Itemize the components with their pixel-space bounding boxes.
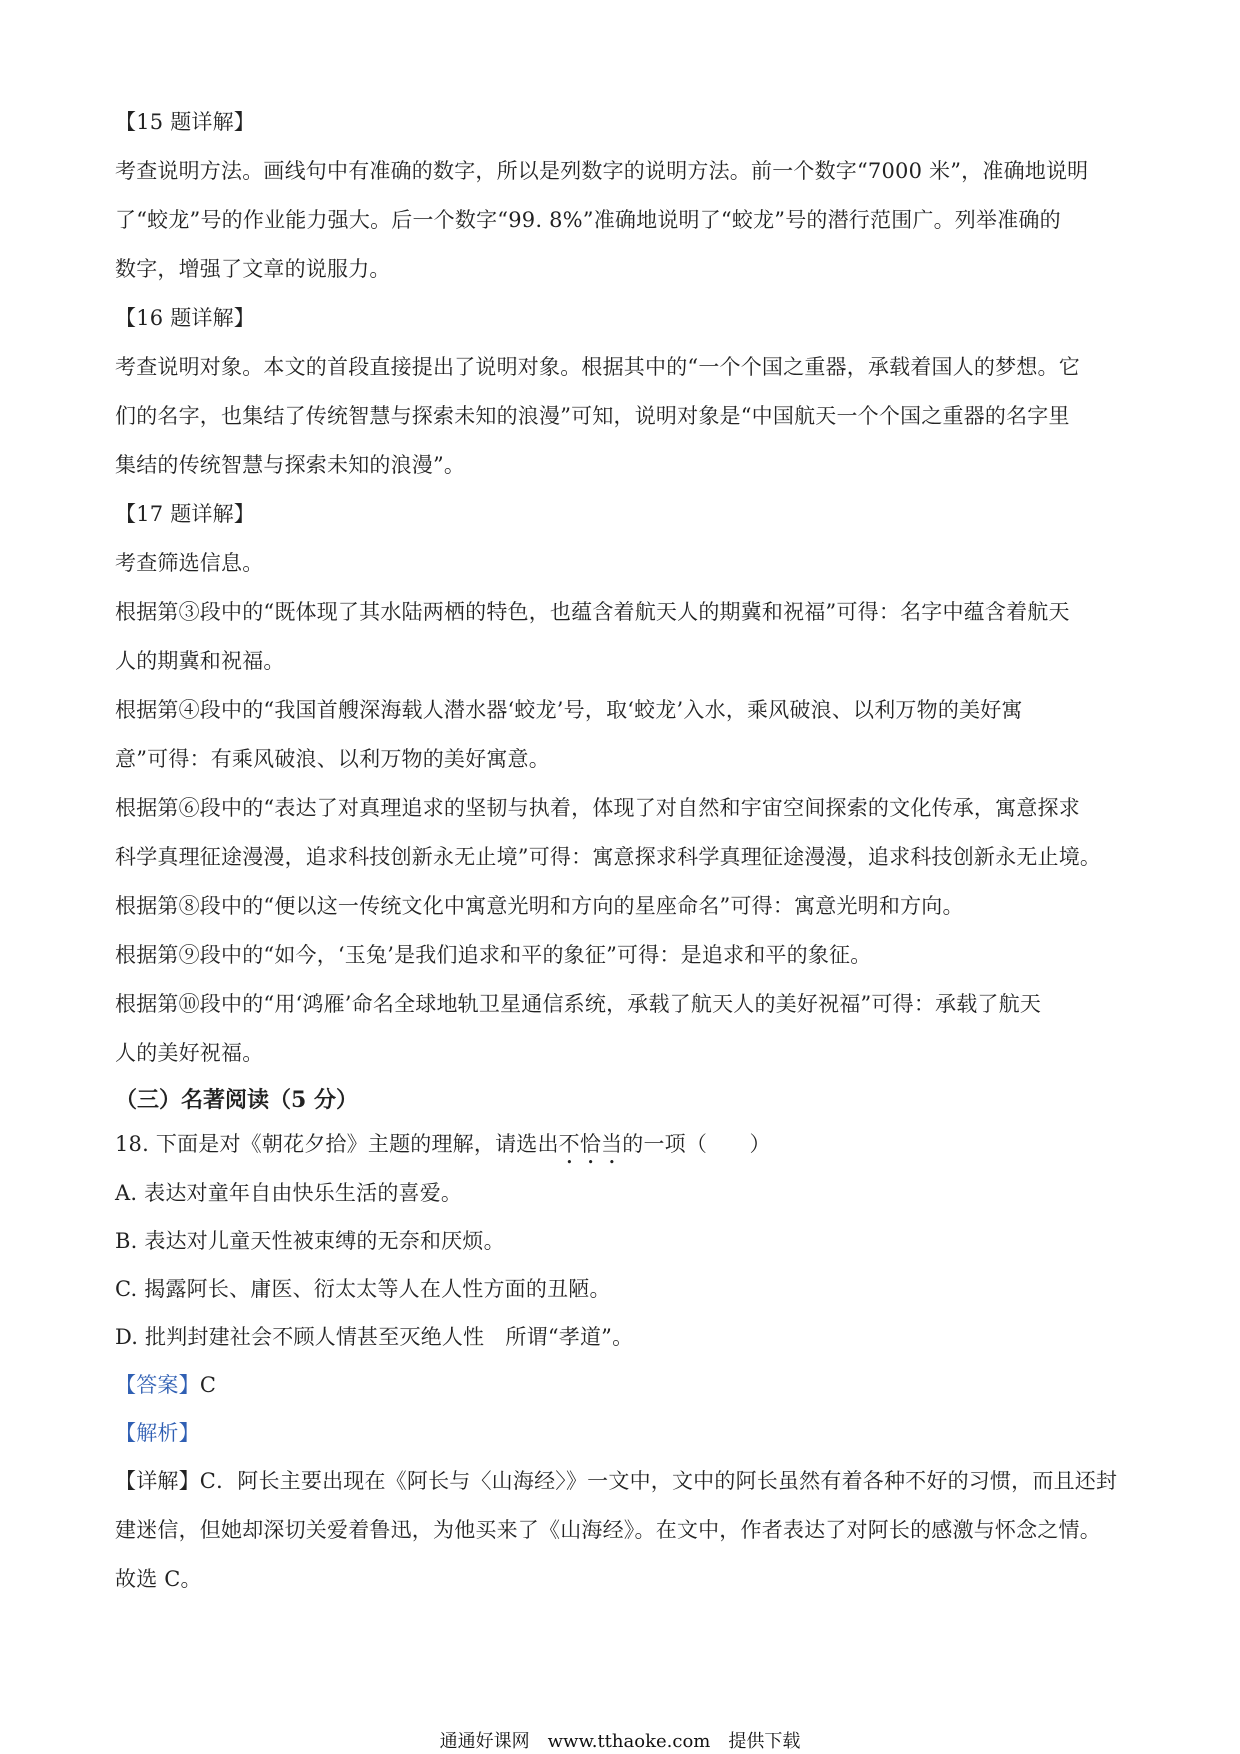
q17-line-9: 根据第⑨段中的“如今，‘玉兔’是我们追求和平的象征”可得：是追求和平的象征。 [115, 943, 872, 967]
q15-line-1: 考查说明方法。画线句中有准确的数字，所以是列数字的说明方法。前一个数字“7000 米”，准确地说明 [115, 159, 1089, 183]
q17-line-3: 人的期冀和祝福。 [115, 649, 285, 673]
question-18-emphasis: 不恰当 [558, 1132, 623, 1156]
q17-line-5: 意”可得：有乘风破浪、以利万物的美好寓意。 [115, 747, 550, 771]
document-page [115, 98, 1135, 1604]
q17-line-10: 根据第⑩段中的“用‘鸿雁’命名全球地轨卫星通信系统，承载了航天人的美好祝福”可得：承载了航天 [115, 992, 1042, 1016]
q17-line-4: 根据第④段中的“我国首艘深海载人潜水器‘蛟龙’号，取‘蛟龙’入水，乘风破浪、以利万物的美好寓 [115, 698, 1023, 722]
q17-line-7: 科学真理征途漫漫，追求科技创新永无止境”可得：寓意探求科学真理征途漫漫，追求科技创新永无止境。 [115, 845, 1102, 869]
part3-heading: （三）名著阅读（5 分） [115, 1087, 358, 1113]
option-b: B. 表达对儿童天性被束缚的无奈和厌烦。 [115, 1229, 505, 1253]
question-18-suffix: 的一项（ ） [622, 1132, 771, 1156]
option-c: C. 揭露阿长、庸医、衍太太等人在人性方面的丑陋。 [115, 1277, 611, 1301]
detail-line-3: 故选 C。 [115, 1567, 202, 1591]
q16-title: 【16 题详解】 [115, 306, 255, 330]
option-d: D. 批判封建社会不顾人情甚至灭绝人性 所谓“孝道”。 [115, 1325, 634, 1349]
q16-line-2: 们的名字，也集结了传统智慧与探索未知的浪漫”可知，说明对象是“中国航天一个个国之重器的名字里 [115, 404, 1070, 428]
q17-title: 【17 题详解】 [115, 502, 255, 526]
q17-line-6: 根据第⑥段中的“表达了对真理追求的坚韧与执着，体现了对自然和宇宙空间探索的文化传承，寓意探求 [115, 796, 1080, 820]
answer-label: 【答案】 [115, 1373, 200, 1397]
analysis-label: 【解析】 [115, 1421, 200, 1445]
q15-title: 【15 题详解】 [115, 110, 255, 134]
option-a: A. 表达对童年自由快乐生活的喜爱。 [115, 1181, 463, 1205]
q15-line-2: 了“蛟龙”号的作业能力强大。后一个数字“99. 8%”准确地说明了“蛟龙”号的潜行范围广。列举准确的 [115, 208, 1061, 232]
q17-line-11: 人的美好祝福。 [115, 1041, 264, 1065]
detail-line-1: 【详解】C．阿长主要出现在《阿长与〈山海经〉》一文中，文中的阿长虽然有着各种不好的习惯，而且还封 [115, 1469, 1118, 1493]
q15-line-3: 数字，增强了文章的说服力。 [115, 257, 391, 281]
q17-line-1: 考查筛选信息。 [115, 551, 264, 575]
answer-line [115, 1361, 1135, 1409]
q17-line-2: 根据第③段中的“既体现了其水陆两栖的特色，也蕴含着航天人的期冀和祝福”可得：名字中蕴含着航天 [115, 600, 1070, 624]
question-18 [115, 1120, 1135, 1169]
question-18-prefix: 18. 下面是对《朝花夕拾》主题的理解，请选出 [115, 1132, 559, 1156]
detail-line-2: 建迷信，但她却深切关爱着鲁迅，为他买来了《山海经》。在文中，作者表达了对阿长的感激与怀念之情。 [115, 1518, 1101, 1542]
q16-line-1: 考查说明对象。本文的首段直接提出了说明对象。根据其中的“一个个国之重器，承载着国人的梦想。它 [115, 355, 1080, 379]
page-footer: 通通好课网 www.tthaoke.com 提供下载 [439, 1731, 801, 1752]
answer-value: C [199, 1373, 217, 1397]
q16-line-3: 集结的传统智慧与探索未知的浪漫”。 [115, 453, 466, 477]
q17-line-8: 根据第⑧段中的“便以这一传统文化中寓意光明和方向的星座命名”可得：寓意光明和方向。 [115, 894, 964, 918]
